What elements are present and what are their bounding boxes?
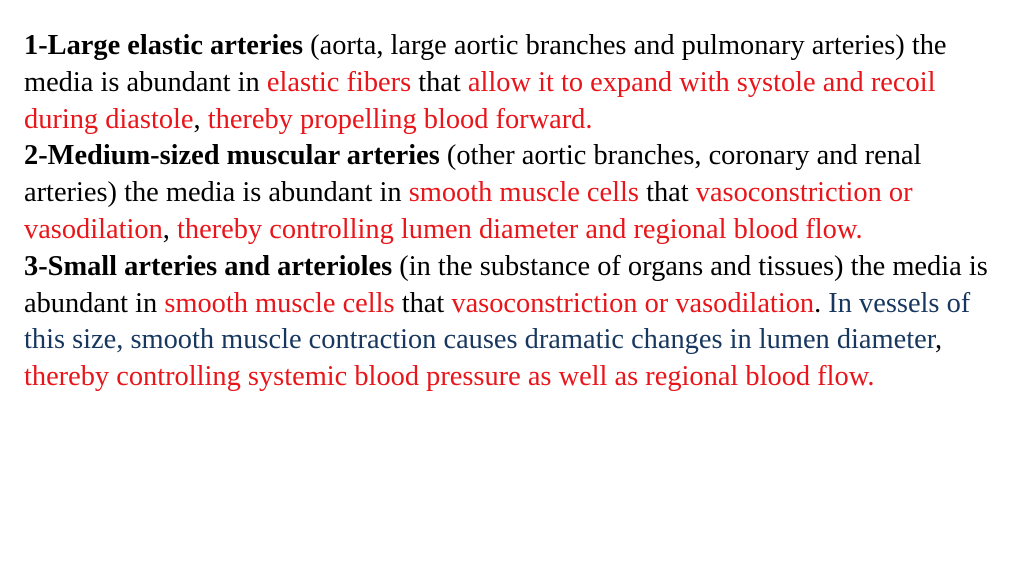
highlight-propelling-blood: thereby propelling blood forward. bbox=[207, 103, 593, 135]
heading-large-elastic-arteries: 1-Large elastic arteries bbox=[24, 30, 304, 61]
text-segment: , bbox=[162, 213, 177, 245]
heading-small-arteries-arterioles: 3-Small arteries and arterioles bbox=[24, 250, 393, 282]
paragraph-large-elastic-arteries bbox=[24, 28, 1004, 138]
text-segment: . bbox=[814, 287, 829, 319]
highlight-contraction-lumen: In vessels of this size, smooth muscle contraction causes dramatic changes in lumen diameter bbox=[24, 287, 971, 356]
text-segment: , bbox=[193, 103, 208, 135]
highlight-elastic-fibers: elastic fibers bbox=[266, 66, 412, 98]
slide-body bbox=[24, 28, 1004, 396]
text-segment: that bbox=[394, 287, 452, 319]
text-segment: (other aortic branches, coronary and renal arteries) the media is abundant in bbox=[24, 140, 922, 209]
heading-medium-muscular-arteries: 2-Medium-sized muscular arteries bbox=[24, 140, 440, 172]
text-segment: (aorta, large aortic branches and pulmonary arteries) the media is abundant in bbox=[24, 30, 947, 98]
highlight-lumen-diameter: thereby controlling lumen diameter and regional blood flow. bbox=[176, 213, 863, 245]
highlight-smooth-muscle-cells: smooth muscle cells bbox=[408, 177, 639, 209]
paragraph-medium-muscular-arteries bbox=[24, 138, 1004, 248]
highlight-vasoconstriction: vasoconstriction or vasodilation bbox=[24, 177, 913, 245]
text-segment: that bbox=[411, 66, 468, 98]
highlight-vasoconstriction: vasoconstriction or vasodilation bbox=[451, 287, 815, 319]
highlight-smooth-muscle-cells: smooth muscle cells bbox=[164, 287, 395, 319]
paragraph-small-arteries-arterioles bbox=[24, 249, 1004, 396]
text-segment: that bbox=[638, 177, 696, 209]
highlight-systemic-pressure: thereby controlling systemic blood pressure as well as regional blood flow. bbox=[24, 361, 875, 393]
highlight-expand-recoil: allow it to expand with systole and recoil during diastole bbox=[24, 66, 936, 135]
text-segment: , bbox=[935, 324, 943, 356]
text-segment: (in the substance of organs and tissues) the media is abundant in bbox=[24, 250, 988, 319]
